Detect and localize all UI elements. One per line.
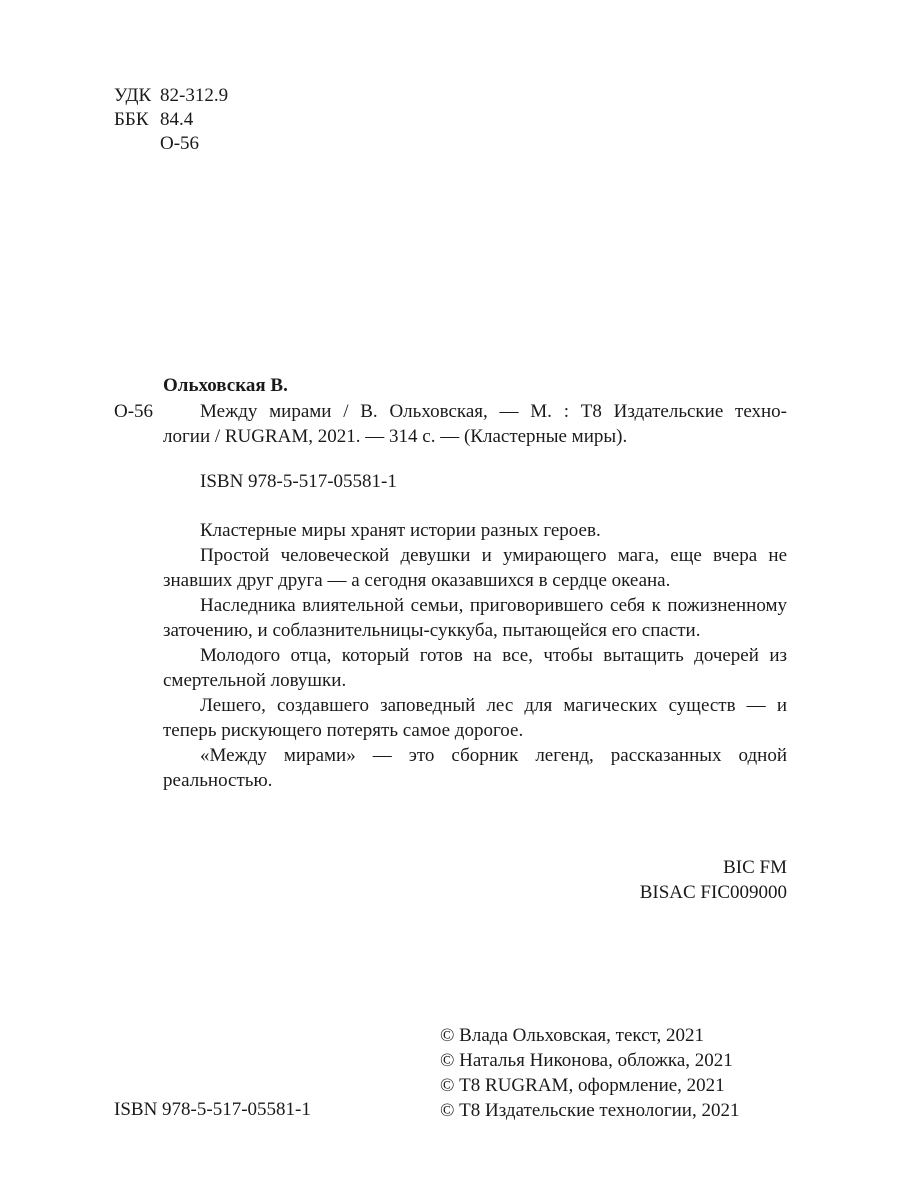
annotation-paragraph: Простой человеческой девушки и умирающего мага, еще вчера не знавших друг друга — а сегодня оказавшихся в сердце океана. <box>163 545 787 591</box>
annotation-paragraph: Лешего, создавшего заповедный лес для магических существ — и теперь рискующего потерять самое дорогое. <box>163 695 787 741</box>
entry-line-1: Между мирами / В. Ольховская, — М. : Т8 Издательские техно- <box>200 401 787 422</box>
copyright-line: © Влада Ольховская, текст, 2021 <box>440 1025 704 1046</box>
isbn-entry: ISBN 978-5-517-05581-1 <box>200 471 397 492</box>
margin-code: О-56 <box>114 401 154 422</box>
copyright-block <box>440 1023 739 1123</box>
udk-label: УДК <box>114 85 152 106</box>
bbk-value: 84.4 <box>160 109 194 130</box>
bbk-line <box>114 108 193 132</box>
author-heading: Ольховская В. <box>163 375 288 396</box>
annotation <box>163 518 787 793</box>
copyright-line: © Наталья Никонова, обложка, 2021 <box>440 1050 733 1071</box>
copyright-line: © Т8 Издательские технологии, 2021 <box>440 1100 740 1121</box>
bisac-code: BISAC FIC009000 <box>639 882 787 903</box>
annotation-paragraph: Молодого отца, который готов на все, чтобы вытащить дочерей из смертельной ловушки. <box>163 645 787 691</box>
author-mark: О-56 <box>160 133 200 154</box>
copyright-line: © Т8 RUGRAM, оформление, 2021 <box>440 1075 725 1096</box>
udk-line <box>114 84 228 108</box>
bic-code: BIC FM <box>723 857 787 878</box>
bbk-label: ББК <box>114 109 149 130</box>
footer-isbn: ISBN 978-5-517-05581-1 <box>114 1099 311 1120</box>
udk-value: 82-312.9 <box>160 85 229 106</box>
entry-line-2: логии / RUGRAM, 2021. — 314 с. — (Кластерные миры). <box>163 426 628 447</box>
annotation-paragraph: Кластерные миры хранят истории разных героев. <box>200 520 601 541</box>
annotation-paragraph: «Между мирами» — это сборник легенд, рассказанных одной реальностью. <box>163 745 787 791</box>
annotation-paragraph: Наследника влиятельной семьи, приговорившего себя к пожизненному заточению, и соблазнительницы-суккуба, пытающейся его спасти. <box>163 595 787 641</box>
